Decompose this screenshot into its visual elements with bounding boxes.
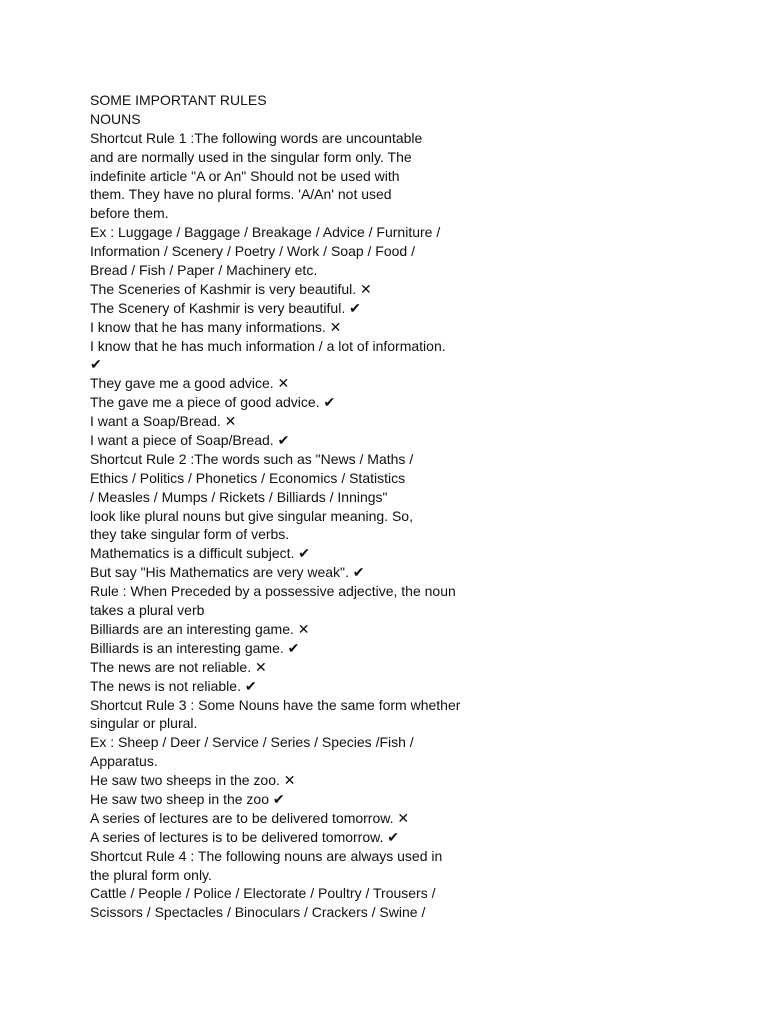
- example-correct: Mathematics is a difficult subject. ✔: [90, 545, 311, 562]
- text-line: look like plural nouns but give singular meaning. So,: [90, 507, 413, 524]
- example-incorrect: The news are not reliable. ✕: [90, 658, 267, 675]
- heading-important-rules: SOME IMPORTANT RULES: [90, 92, 267, 108]
- example-correct: The Scenery of Kashmir is very beautiful. ✔: [90, 299, 361, 316]
- heading-nouns: NOUNS: [90, 110, 141, 127]
- text-line: and are normally used in the singular form only. The: [90, 148, 412, 165]
- text-line: Cattle / People / Police / Electorate / Poultry / Trousers /: [90, 885, 436, 902]
- text-line: Ex : Sheep / Deer / Service / Series / Species /Fish /: [90, 734, 414, 751]
- text-line: takes a plural verb: [90, 602, 205, 619]
- example-correct: A series of lectures is to be delivered tomorrow. ✔: [90, 828, 399, 845]
- text-line: them. They have no plural forms. 'A/An' not used: [90, 186, 392, 203]
- document-page: [90, 91, 730, 922]
- text-line: Apparatus.: [90, 753, 158, 770]
- text-line: Shortcut Rule 3 : Some Nouns have the same form whether: [90, 696, 461, 713]
- text-line: indefinite article "A or An" Should not be used with: [90, 167, 400, 184]
- example-incorrect: I want a Soap/Bread. ✕: [90, 413, 237, 430]
- text-line: Rule : When Preceded by a possessive adjective, the noun: [90, 583, 456, 600]
- text-line: Ex : Luggage / Baggage / Breakage / Advice / Furniture /: [90, 224, 441, 241]
- text-line: the plural form only.: [90, 866, 212, 883]
- example-correct: The gave me a piece of good advice. ✔: [90, 394, 336, 411]
- example-correct: I want a piece of Soap/Bread. ✔: [90, 432, 290, 449]
- text-line: Shortcut Rule 1 :The following words are uncountable: [90, 129, 423, 146]
- text-line: / Measles / Mumps / Rickets / Billiards / Innings": [90, 488, 388, 505]
- example-incorrect: They gave me a good advice. ✕: [90, 375, 290, 392]
- example-incorrect: I know that he has many informations. ✕: [90, 318, 342, 335]
- text-line: singular or plural.: [90, 715, 198, 732]
- text-line: Bread / Fish / Paper / Machinery etc.: [90, 262, 318, 279]
- text-line: before them.: [90, 205, 169, 222]
- example-incorrect: He saw two sheeps in the zoo. ✕: [90, 772, 296, 789]
- example-incorrect: A series of lectures are to be delivered tomorrow. ✕: [90, 809, 410, 826]
- example-correct: Billiards is an interesting game. ✔: [90, 639, 300, 656]
- example-correct: But say "His Mathematics are very weak". ✔: [90, 564, 365, 581]
- example-correct: He saw two sheep in the zoo ✔: [90, 790, 285, 807]
- text-line: Shortcut Rule 2 :The words such as "News / Maths /: [90, 450, 414, 467]
- example-incorrect: Billiards are an interesting game. ✕: [90, 620, 310, 637]
- text-line: Ethics / Politics / Phonetics / Economics / Statistics: [90, 469, 406, 486]
- text-line: they take singular form of verbs.: [90, 526, 290, 543]
- text-line: Shortcut Rule 4 : The following nouns are always used in: [90, 847, 443, 864]
- text-line: Scissors / Spectacles / Binoculars / Crackers / Swine /: [90, 904, 426, 921]
- text-line: Information / Scenery / Poetry / Work / Soap / Food /: [90, 243, 415, 260]
- example-correct: The news is not reliable. ✔: [90, 677, 257, 694]
- example-correct: I know that he has much information / a lot of information.: [90, 337, 446, 354]
- example-incorrect: The Sceneries of Kashmir is very beautiful. ✕: [90, 280, 372, 297]
- check-mark-icon: ✔: [90, 356, 102, 373]
